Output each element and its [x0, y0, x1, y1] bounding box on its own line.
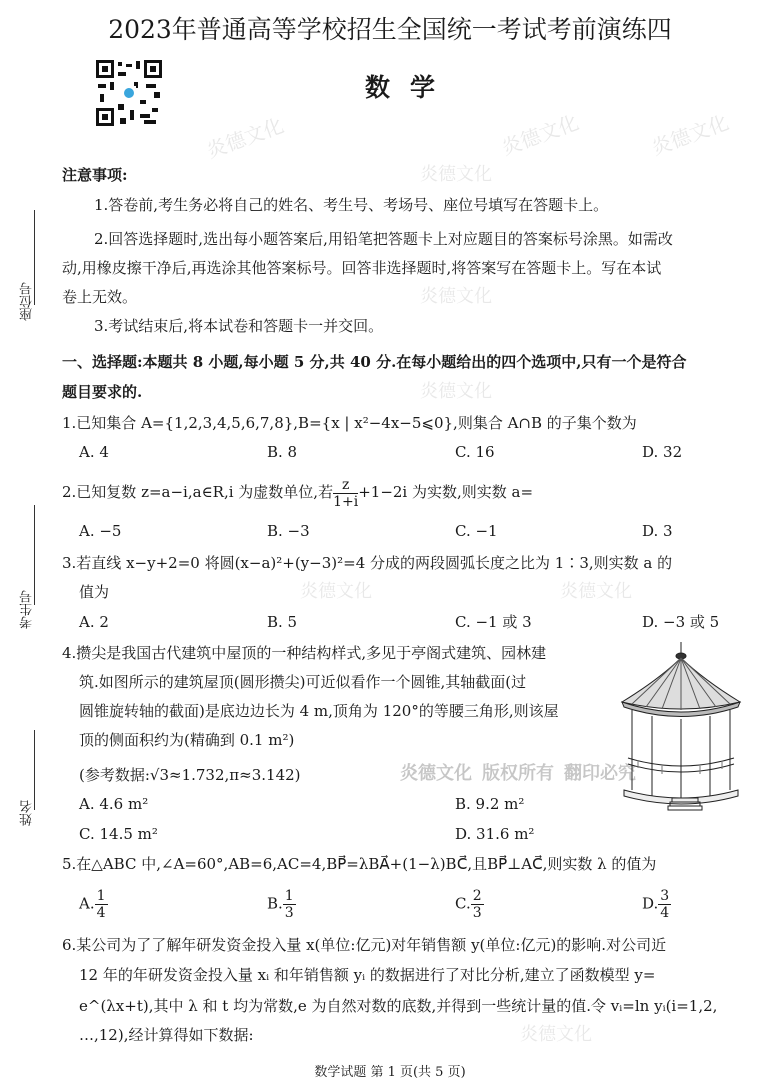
- subject-title: 数学: [364, 73, 455, 102]
- q2-option-a[interactable]: A. −5: [79, 522, 122, 540]
- watermark: 炎德文化: [300, 581, 372, 602]
- q3-option-d[interactable]: D. −3 或 5: [642, 613, 720, 631]
- question-4-stem: 圆锥旋转轴的截面)是底边边长为 4 m,顶角为 120°的等腰三角形,则该屋: [79, 702, 559, 720]
- q2-option-b[interactable]: B. −3: [267, 522, 310, 540]
- name-label: 姓名: [20, 800, 35, 826]
- q3-option-a[interactable]: A. 2: [79, 613, 109, 631]
- seat-number-label: 座位号: [20, 282, 35, 321]
- q1-option-a[interactable]: A. 4: [79, 443, 109, 461]
- watermark: 炎德文化: [203, 113, 287, 163]
- q5-option-c[interactable]: [455, 888, 484, 921]
- note-line: 3.考试结束后,将本试卷和答题卡一并交回。: [94, 317, 384, 335]
- pavilion-illustration: [618, 640, 744, 816]
- denominator: 1+i: [333, 493, 359, 510]
- denominator: 3: [472, 905, 482, 921]
- stamp-line: 版权所有: [482, 763, 554, 784]
- notes-heading: 注意事项:: [62, 166, 128, 184]
- numerator: 2: [472, 888, 482, 904]
- note-line: 卷上无效。: [62, 288, 138, 306]
- watermark: 炎德文化: [420, 381, 492, 402]
- question-3-stem: 值为: [79, 583, 110, 601]
- stamp-line: 翻印必究: [564, 763, 636, 784]
- q3-option-b[interactable]: B. 5: [267, 613, 298, 631]
- option-letter: B.: [267, 894, 283, 913]
- q1-option-b[interactable]: B. 8: [267, 443, 298, 461]
- numerator: 3: [660, 888, 670, 904]
- question-2-stem: [62, 474, 533, 510]
- copyright-stamp: [400, 764, 646, 784]
- q2-option-c[interactable]: C. −1: [455, 522, 498, 540]
- question-6-stem: 6.某公司为了了解年研发资金投入量 x(单位:亿元)对年销售额 y(单位:亿元)的影响.对公司近: [62, 936, 667, 954]
- q1-option-d[interactable]: D. 32: [642, 443, 683, 461]
- question-4-reference: (参考数据:√3≈1.732,π≈3.142): [79, 766, 301, 784]
- question-4-stem: 4.攒尖是我国古代建筑中屋顶的一种结构样式,多见于亭阁式建筑、园林建: [62, 644, 547, 662]
- q2-fraction: [333, 477, 358, 510]
- q2-text: +1−2i 为实数,则实数 a=: [358, 483, 534, 501]
- numerator: 1: [96, 888, 106, 904]
- denominator: 4: [96, 905, 106, 921]
- note-line: 2.回答选择题时,选出每小题答案后,用铅笔把答题卡上对应题目的答案标号涂黑。如需改: [94, 230, 673, 248]
- note-line: 1.答卷前,考生务必将自己的姓名、考生号、考场号、座位号填写在答题卡上。: [94, 196, 609, 214]
- option-letter: A.: [79, 894, 95, 913]
- stamp-line: 炎德文化: [400, 763, 472, 784]
- question-3-stem: 3.若直线 x−y+2=0 将圆(x−a)²+(y−3)²=4 分成的两段圆弧长度之比为 1∶3,则实数 a 的: [62, 554, 673, 572]
- denominator: 4: [660, 905, 670, 921]
- q1-option-c[interactable]: C. 16: [455, 443, 495, 461]
- watermark: 炎德文化: [498, 110, 582, 160]
- section-heading: 题目要求的.: [62, 383, 143, 401]
- q4-option-a[interactable]: A. 4.6 m²: [79, 795, 149, 813]
- numerator: 1: [284, 888, 294, 904]
- question-5-stem: 5.在△ABC 中,∠A=60°,AB=6,AC=4,BP⃗=λBA⃗+(1−λ)BC⃗,且BP⃗⊥AC⃗,则实数 λ 的值为: [62, 855, 657, 873]
- exam-title: 2023年普通高等学校招生全国统一考试考前演练四: [108, 15, 672, 44]
- name-line: [34, 730, 35, 810]
- q5-option-b[interactable]: [267, 888, 296, 921]
- question-6-stem: e^(λx+t),其中 λ 和 t 均为常数,e 为自然对数的底数,并得到一些统计量的值.令 vᵢ=ln yᵢ(i=1,2,: [79, 997, 718, 1015]
- watermark: 炎德文化: [560, 581, 632, 602]
- question-6-stem: …,12),经计算得如下数据:: [79, 1026, 254, 1044]
- question-4-stem: 顶的侧面积约为(精确到 0.1 m²): [79, 731, 295, 749]
- question-1-stem: 1.已知集合 A={1,2,3,4,5,6,7,8},B={x | x²−4x−5⩽0},则集合 A∩B 的子集个数为: [62, 414, 637, 432]
- page-footer: 数学试题 第 1 页(共 5 页): [314, 1065, 466, 1080]
- q2-text: 2.已知复数 z=a−i,a∈R,i 为虚数单位,若: [62, 483, 334, 501]
- q5-option-d[interactable]: [642, 888, 671, 921]
- numerator: z: [333, 477, 358, 494]
- note-line: 动,用橡皮擦干净后,再选涂其他答案标号。回答非选择题时,将答案写在答题卡上。写在本试: [62, 259, 662, 277]
- watermark: 炎德文化: [420, 286, 492, 307]
- exam-number-label: 考生号: [20, 590, 35, 629]
- q4-option-b[interactable]: B. 9.2 m²: [455, 795, 525, 813]
- watermark: 炎德文化: [648, 110, 732, 160]
- question-4-stem: 筑.如图所示的建筑屋顶(圆形攒尖)可近似看作一个圆锥,其轴截面(过: [79, 673, 527, 691]
- watermark: 炎德文化: [520, 1024, 592, 1045]
- option-letter: C.: [455, 894, 471, 913]
- q4-option-c[interactable]: C. 14.5 m²: [79, 825, 158, 843]
- option-letter: D.: [642, 894, 659, 913]
- denominator: 3: [284, 905, 294, 921]
- q4-option-d[interactable]: D. 31.6 m²: [455, 825, 535, 843]
- q3-option-c[interactable]: C. −1 或 3: [455, 613, 532, 631]
- q2-option-d[interactable]: D. 3: [642, 522, 673, 540]
- section-heading: 一、选择题:本题共 8 小题,每小题 5 分,共 40 分.在每小题给出的四个选项中,只有一个是符合: [62, 353, 687, 371]
- q5-option-a[interactable]: [79, 888, 108, 921]
- question-6-stem: 12 年的年研发资金投入量 xᵢ 和年销售额 yᵢ 的数据进行了对比分析,建立了函数模型 y=: [79, 966, 656, 984]
- watermark: 炎德文化: [420, 164, 492, 185]
